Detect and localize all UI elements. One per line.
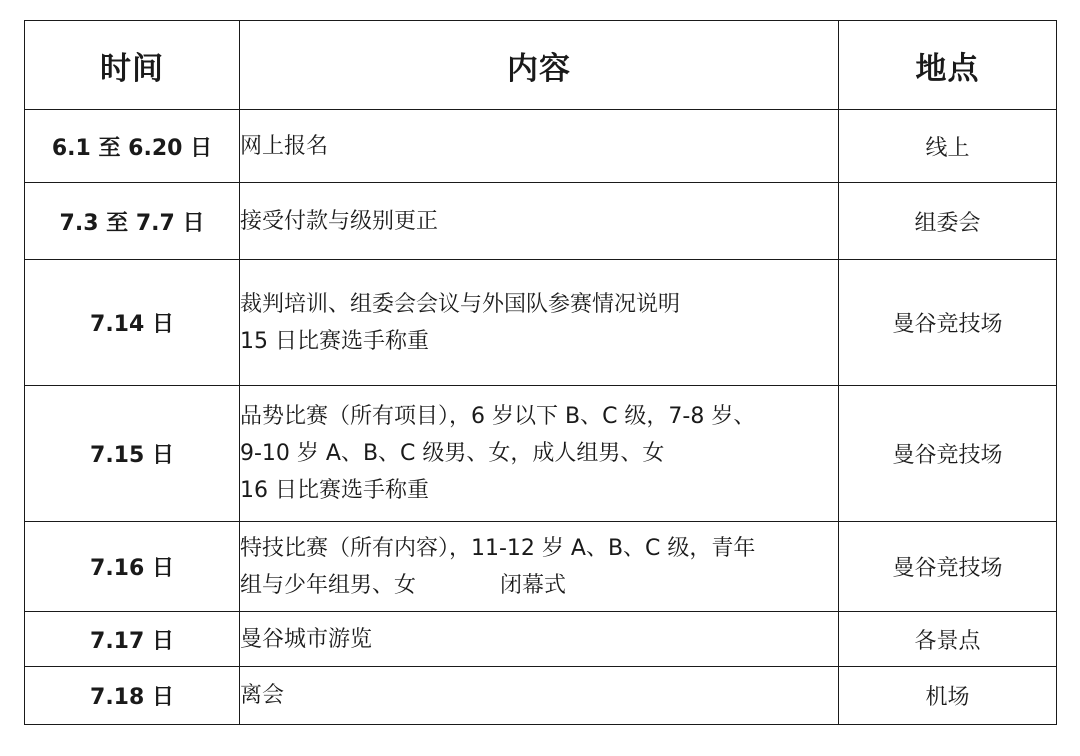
row-place: 各景点 xyxy=(839,612,1057,667)
row-place: 机场 xyxy=(839,667,1057,725)
row-content xyxy=(240,386,839,522)
table-row xyxy=(25,612,1057,667)
content-line: 15 日比赛选手称重 xyxy=(240,328,429,354)
content-line-split xyxy=(240,567,838,604)
content-line: 离会 xyxy=(240,683,285,708)
row-content xyxy=(240,183,839,260)
row-content xyxy=(240,522,839,612)
row-place: 线上 xyxy=(839,110,1057,183)
row-time: 7.16 日 xyxy=(25,522,240,612)
header-place: 地点 xyxy=(839,21,1057,110)
row-content xyxy=(240,110,839,183)
header-time: 时间 xyxy=(25,21,240,110)
content-line: 接受付款与级别更正 xyxy=(240,208,439,234)
content-fragment: 组与少年组男、女 xyxy=(240,572,417,598)
row-content xyxy=(240,612,839,667)
header-row xyxy=(25,21,1057,110)
table-row xyxy=(25,667,1057,725)
row-place: 曼谷竞技场 xyxy=(839,386,1057,522)
table-row xyxy=(25,522,1057,612)
schedule-table xyxy=(24,20,1057,725)
content-line: 网上报名 xyxy=(240,133,329,159)
row-time: 7.14 日 xyxy=(25,260,240,386)
row-place: 曼谷竞技场 xyxy=(839,260,1057,386)
content-fragment: 闭幕式 xyxy=(500,572,567,598)
table-row xyxy=(25,386,1057,522)
content-line: 16 日比赛选手称重 xyxy=(240,478,429,503)
content-line: 9-10 岁 A、B、C 级男、女，成人组男、女 xyxy=(240,441,665,466)
header-content: 内容 xyxy=(240,21,839,110)
row-time: 7.3 至 7.7 日 xyxy=(25,183,240,260)
row-time: 7.17 日 xyxy=(25,612,240,667)
table-row xyxy=(25,183,1057,260)
content-line: 特技比赛（所有内容），11-12 岁 A、B、C 级，青年 xyxy=(240,535,756,561)
row-place: 组委会 xyxy=(839,183,1057,260)
row-place: 曼谷竞技场 xyxy=(839,522,1057,612)
table-row xyxy=(25,110,1057,183)
content-line: 裁判培训、组委会会议与外国队参赛情况说明 xyxy=(240,291,681,317)
row-time: 7.18 日 xyxy=(25,667,240,725)
content-line: 品势比赛（所有项目），6 岁以下 B、C 级，7-8 岁、 xyxy=(240,404,756,429)
table-row xyxy=(25,260,1057,386)
row-content xyxy=(240,667,839,725)
row-time: 7.15 日 xyxy=(25,386,240,522)
row-time: 6.1 至 6.20 日 xyxy=(25,110,240,183)
row-content xyxy=(240,260,839,386)
content-line: 曼谷城市游览 xyxy=(240,626,373,652)
